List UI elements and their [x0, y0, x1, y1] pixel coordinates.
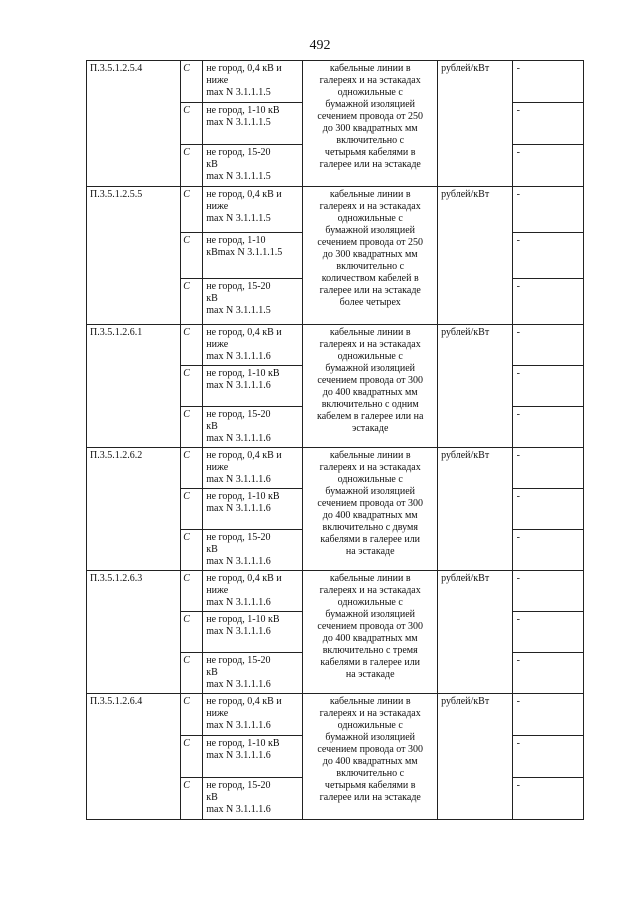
voltage-cell: не город, 0,4 кВ и ниже max N 3.1.1.1.6 — [206, 450, 282, 485]
description-cell: кабельные линии в галереях и на эстакадах одножильные с бумажной изоляцией сечением провода от 300 до 400 квадратных мм включительно с одним кабелем в галерее или на эстакаде — [303, 325, 438, 447]
value-cell: - — [516, 696, 520, 707]
item-code: П.3.5.1.2.5.4 — [87, 61, 181, 186]
table-row — [181, 278, 302, 324]
category-cell: С — [181, 279, 203, 324]
voltage-cell: не город, 0,4 кВ и ниже max N 3.1.1.1.5 — [206, 189, 282, 224]
category-cell: С — [181, 694, 203, 735]
voltage-cell: не город, 15-20 кВ max N 3.1.1.1.5 — [206, 281, 271, 316]
voltage-cell: не город, 15-20 кВ max N 3.1.1.1.6 — [206, 655, 271, 690]
unit-cell: рублей/кВт — [438, 448, 512, 570]
voltage-cell: не город, 1-10 кВ max N 3.1.1.1.6 — [206, 491, 280, 514]
value-cell: - — [513, 144, 583, 186]
value-column — [513, 325, 583, 447]
description-cell: кабельные линии в галереях и на эстакадах одножильные с бумажной изоляцией сечением провода от 300 до 400 квадратных мм включительно с двумя кабелями в галерее или на эстакаде — [303, 448, 438, 570]
item-code: П.3.5.1.2.6.1 — [87, 325, 181, 447]
unit-cell: рублей/кВт — [438, 325, 512, 447]
category-cell: С — [181, 366, 203, 406]
sub-rows — [181, 448, 303, 570]
value-cell: - — [513, 365, 583, 406]
table-row — [181, 406, 302, 447]
table-row-group — [86, 448, 584, 571]
category-cell: С — [181, 736, 203, 777]
voltage-cell: не город, 1-10 кВ max N 3.1.1.1.6 — [206, 738, 280, 761]
voltage-cell: не город, 0,4 кВ и ниже max N 3.1.1.1.5 — [206, 63, 282, 98]
table-row-group — [86, 187, 584, 325]
voltage-cell: не город, 15-20 кВ max N 3.1.1.1.6 — [206, 532, 271, 567]
item-code: П.3.5.1.2.6.2 — [87, 448, 181, 570]
item-code: П.3.5.1.2.6.4 — [87, 694, 181, 819]
value-cell: - — [516, 573, 520, 584]
category-cell: С — [181, 448, 203, 488]
category-cell: С — [181, 103, 203, 144]
unit-cell: рублей/кВт — [438, 187, 512, 324]
voltage-cell: не город, 15-20 кВ max N 3.1.1.1.6 — [206, 780, 271, 815]
voltage-cell: не город, 0,4 кВ и ниже max N 3.1.1.1.6 — [206, 573, 282, 608]
value-cell: - — [513, 102, 583, 144]
value-cell: - — [516, 63, 520, 74]
category-cell: С — [181, 530, 203, 570]
voltage-cell: не город, 1-10 кВ max N 3.1.1.1.5 — [206, 105, 280, 128]
sub-rows — [181, 694, 303, 819]
table-row — [181, 448, 302, 488]
voltage-cell: не город, 0,4 кВ и ниже max N 3.1.1.1.6 — [206, 696, 282, 731]
category-cell: С — [181, 612, 203, 652]
value-column — [513, 694, 583, 819]
table-row — [181, 61, 302, 102]
table-row-group — [86, 60, 584, 187]
table-row — [181, 488, 302, 529]
category-cell: С — [181, 233, 203, 278]
category-cell: С — [181, 187, 203, 232]
item-code: П.3.5.1.2.5.5 — [87, 187, 181, 324]
unit-cell: рублей/кВт — [438, 571, 512, 693]
description-cell: кабельные линии в галереях и на эстакадах одножильные с бумажной изоляцией сечением провода от 250 до 300 квадратных мм включительно с количеством кабелей в галерее или на эстакаде более четырех — [303, 187, 438, 324]
table-row — [181, 144, 302, 186]
table-row — [181, 694, 302, 735]
unit-cell: рублей/кВт — [438, 61, 512, 186]
value-cell: - — [513, 652, 583, 693]
category-cell: С — [181, 61, 203, 102]
table-row — [181, 102, 302, 144]
voltage-cell: не город, 0,4 кВ и ниже max N 3.1.1.1.6 — [206, 327, 282, 362]
value-cell: - — [513, 488, 583, 529]
sub-rows — [181, 571, 303, 693]
value-cell: - — [516, 189, 520, 200]
table-row — [181, 652, 302, 693]
tariff-table — [86, 60, 584, 820]
voltage-cell: не город, 1-10 кВmax N 3.1.1.1.5 — [206, 235, 283, 258]
category-cell: С — [181, 653, 203, 693]
table-row — [181, 611, 302, 652]
value-cell: - — [513, 232, 583, 278]
table-row — [181, 529, 302, 570]
sub-rows — [181, 187, 303, 324]
category-cell: С — [181, 145, 203, 186]
category-cell: С — [181, 407, 203, 447]
voltage-cell: не город, 15-20 кВ max N 3.1.1.1.5 — [206, 147, 271, 182]
category-cell: С — [181, 325, 203, 365]
voltage-cell: не город, 15-20 кВ max N 3.1.1.1.6 — [206, 409, 271, 444]
value-cell: - — [513, 777, 583, 819]
item-code: П.3.5.1.2.6.3 — [87, 571, 181, 693]
table-row — [181, 232, 302, 278]
category-cell: С — [181, 778, 203, 819]
sub-rows — [181, 61, 303, 186]
value-column — [513, 448, 583, 570]
value-cell: - — [516, 327, 520, 338]
value-cell: - — [516, 450, 520, 461]
value-cell: - — [513, 611, 583, 652]
value-column — [513, 571, 583, 693]
page-number: 492 — [309, 38, 331, 53]
table-row — [181, 187, 302, 232]
voltage-cell: не город, 1-10 кВ max N 3.1.1.1.6 — [206, 614, 280, 637]
value-cell: - — [513, 406, 583, 447]
value-cell: - — [513, 735, 583, 777]
value-column — [513, 187, 583, 324]
table-row — [181, 325, 302, 365]
category-cell: С — [181, 489, 203, 529]
table-row-group — [86, 325, 584, 448]
description-cell: кабельные линии в галереях и на эстакадах одножильные с бумажной изоляцией сечением провода от 300 до 400 квадратных мм включительно с четырьмя кабелями в галерее или на эстакаде — [303, 694, 438, 819]
table-row — [181, 777, 302, 819]
value-cell: - — [513, 278, 583, 324]
table-row — [181, 735, 302, 777]
table-row — [181, 365, 302, 406]
description-cell: кабельные линии в галереях и на эстакадах одножильные с бумажной изоляцией сечением провода от 250 до 300 квадратных мм включительно с четырьмя кабелями в галерее или на эстакаде — [303, 61, 438, 186]
description-cell: кабельные линии в галереях и на эстакадах одножильные с бумажной изоляцией сечением провода от 300 до 400 квадратных мм включительно с тремя кабелями в галерее или на эстакаде — [303, 571, 438, 693]
voltage-cell: не город, 1-10 кВ max N 3.1.1.1.6 — [206, 368, 280, 391]
table-row — [181, 571, 302, 611]
table-row-group — [86, 694, 584, 820]
category-cell: С — [181, 571, 203, 611]
sub-rows — [181, 325, 303, 447]
table-row-group — [86, 571, 584, 694]
value-cell: - — [513, 529, 583, 570]
unit-cell: рублей/кВт — [438, 694, 512, 819]
value-column — [513, 61, 583, 186]
